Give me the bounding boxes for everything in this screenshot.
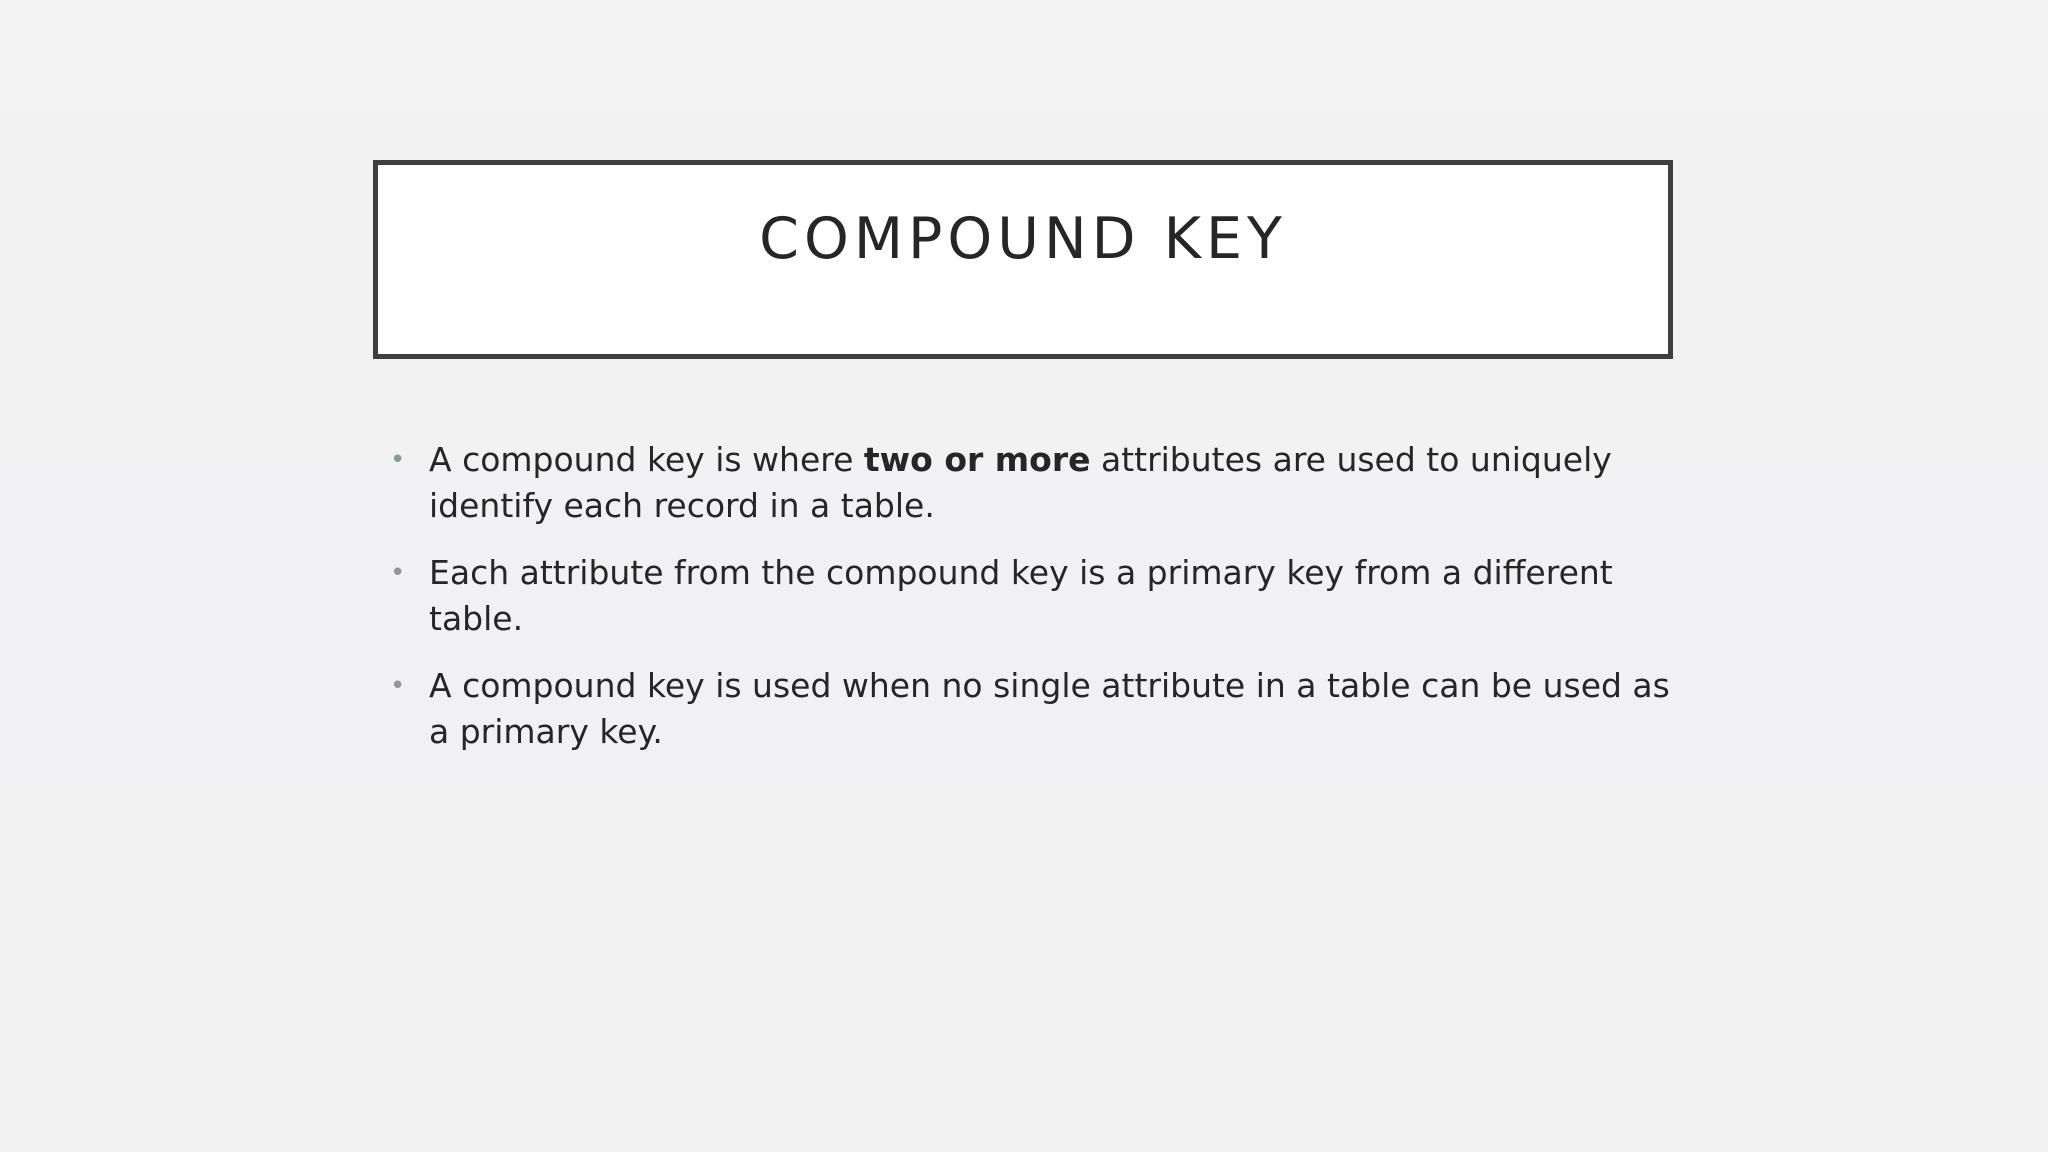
bullet-text [429, 440, 1612, 525]
bullet-text: Each attribute from the compound key is a primary key from a different table. [429, 553, 1613, 638]
title-box [373, 160, 1673, 359]
bullet-item [388, 550, 1677, 642]
bullet-item [388, 437, 1677, 529]
slide-title: COMPOUND KEY [759, 206, 1287, 272]
bullet-dot-icon: • [390, 445, 406, 475]
bullet-item [388, 663, 1677, 755]
bullet-text: A compound key is used when no single attribute in a table can be used as a primary key. [429, 666, 1670, 751]
bullet-dot-icon: • [390, 671, 406, 701]
bullet-text-end: attributes are used to uniquely identify each record in a table. [429, 440, 1612, 525]
bullet-text-start: A compound key is where [429, 440, 864, 479]
bullet-dot-icon: • [390, 558, 406, 588]
bullet-list [388, 437, 1688, 776]
bullet-text-emphasis: two or more [863, 440, 1091, 479]
